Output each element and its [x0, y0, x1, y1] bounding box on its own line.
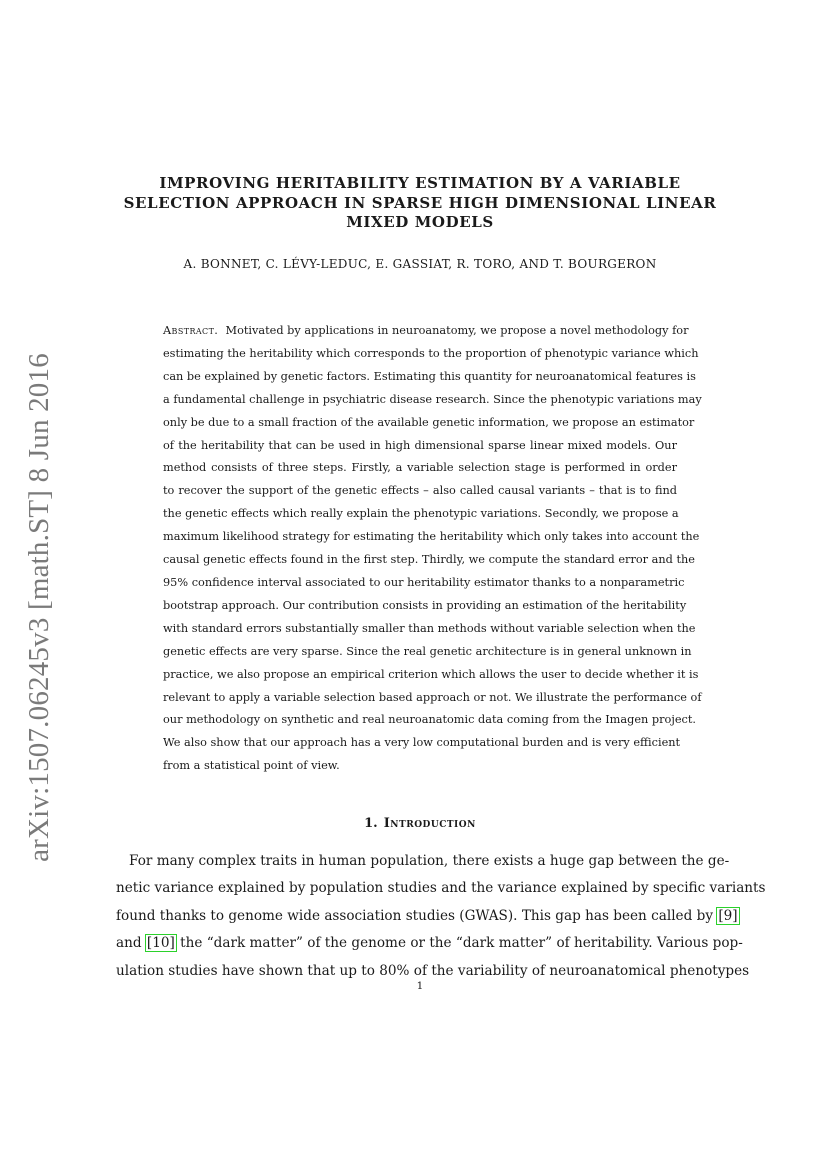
abstract-line: causal genetic effects found in the first step. Thirdly, we compute the standard error and the [163, 553, 695, 567]
citation-link-9[interactable]: [9] [718, 907, 738, 924]
abstract [163, 320, 702, 778]
body-line: ulation studies have shown that up to 80% of the variability of neuroanatomical phenotypes [116, 962, 750, 979]
abstract-line: 95% confidence interval associated to our heritability estimator thanks to a nonparametric [163, 575, 685, 589]
abstract-line: can be explained by genetic factors. Estimating this quantity for neuroanatomical features is [163, 369, 696, 383]
author-list: A. BONNET, C. LÉVY-LEDUC, E. GASSIAT, R. TORO, AND T. BOURGERON [183, 257, 657, 271]
abstract-line: the genetic effects which really explain the phenotypic variations. Secondly, we propose a [163, 507, 679, 521]
section-number: 1. [364, 816, 378, 831]
section-title: Introduction [383, 816, 476, 831]
abstract-line: to recover the support of the genetic effects – also called causal variants – that is to find [163, 484, 677, 498]
abstract-line: a fundamental challenge in psychiatric disease research. Since the phenotypic variations may [163, 392, 702, 406]
arxiv-identifier-stamp [14, 352, 64, 862]
citation-link-10[interactable]: [10] [146, 935, 175, 952]
body-line: netic variance explained by population studies and the variance explained by specific variants [116, 880, 766, 897]
abstract-line: only be due to a small fraction of the available genetic information, we propose an estimator [163, 415, 695, 429]
arxiv-identifier-text: arXiv:1507.06245v3 [math.ST] 8 Jun 2016 [22, 352, 55, 862]
abstract-line: from a statistical point of view. [163, 759, 340, 773]
abstract-text: Motivated by applications in neuroanatomy, we propose a novel methodology for [225, 324, 689, 337]
abstract-line: practice, we also propose an empirical criterion which allows the user to decide whether it is [163, 667, 699, 681]
abstract-line: our methodology on synthetic and real neuroanatomic data coming from the Imagen project. [163, 713, 696, 727]
abstract-line: method consists of three steps. Firstly, a variable selection stage is performed in order [163, 461, 677, 475]
body-text-segment: and [116, 935, 142, 952]
abstract-line: genetic effects are very sparse. Since the real genetic architecture is in general unknown in [163, 644, 692, 658]
abstract-line [163, 320, 689, 343]
title-line: MIXED MODELS [346, 213, 494, 231]
body-line [116, 903, 738, 930]
abstract-line: We also show that our approach has a very low computational burden and is very efficient [163, 736, 681, 750]
abstract-line: of the heritability that can be used in high dimensional sparse linear mixed models. Our [163, 438, 677, 452]
body-text-segment: the “dark matter” of the genome or the “dark matter” of heritability. Various pop- [180, 935, 743, 952]
body-line [116, 930, 743, 957]
page-number: 1 [416, 980, 424, 992]
abstract-line: maximum likelihood strategy for estimating the heritability which only takes into account the [163, 530, 700, 544]
section-heading-introduction [100, 816, 740, 831]
abstract-line: relevant to apply a variable selection based approach or not. We illustrate the performance of [163, 690, 702, 704]
body-line: For many complex traits in human population, there exists a huge gap between the ge- [129, 853, 730, 869]
introduction-paragraph [116, 848, 766, 985]
abstract-heading: Abstract. [163, 324, 219, 337]
abstract-line: estimating the heritability which corresponds to the proportion of phenotypic variance which [163, 346, 699, 360]
title-line: SELECTION APPROACH IN SPARSE HIGH DIMENSIONAL LINEAR [123, 193, 717, 212]
body-text-segment: found thanks to genome wide association studies (GWAS). This gap has been called by [116, 907, 713, 924]
abstract-line: bootstrap approach. Our contribution consists in providing an estimation of the heritability [163, 598, 687, 612]
abstract-line: with standard errors substantially smaller than methods without variable selection when the [163, 621, 696, 635]
title-line: IMPROVING HERITABILITY ESTIMATION BY A VARIABLE [159, 174, 681, 192]
paper-title [100, 174, 740, 233]
